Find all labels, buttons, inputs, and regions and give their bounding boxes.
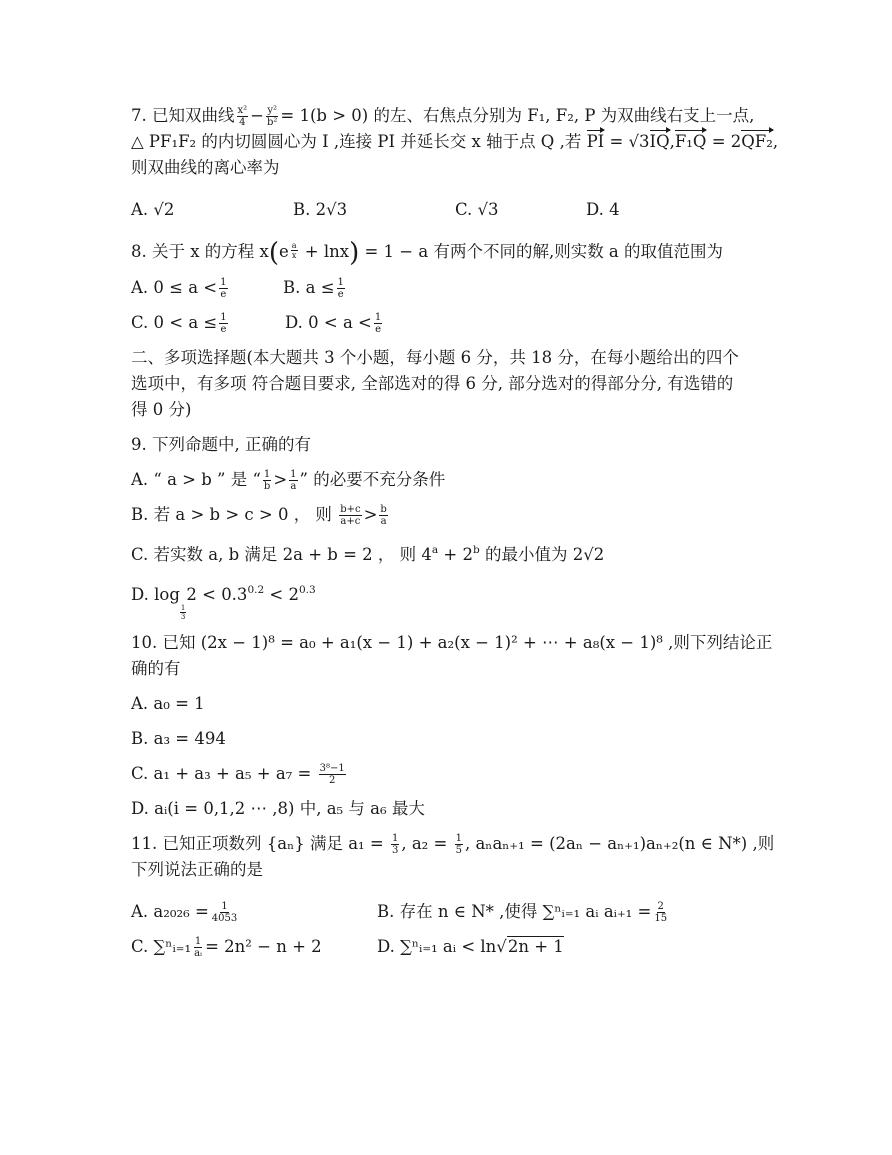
q11-text: , a₂ = <box>401 834 448 853</box>
greater-than: > <box>363 505 378 524</box>
q7-option-d: D. 4 <box>586 200 620 219</box>
option-text: C. 若实数 a, b 满足 2a + b = 2 ， 则 4 <box>131 545 432 564</box>
q11-option-b <box>377 899 670 925</box>
q8-text: e <box>279 242 289 261</box>
numerator: 1 <box>290 469 297 480</box>
superscript: b <box>473 544 480 556</box>
option-text: A. a₂₀₂₆ = <box>131 902 209 921</box>
log-base-fraction <box>180 604 186 621</box>
denominator: e <box>375 324 381 335</box>
q11-text: , aₙaₙ₊₁ = (2aₙ − aₙ₊₁)aₙ₊₂(n ∈ N*) ,则 <box>464 834 775 853</box>
paren-open: ( <box>268 238 279 268</box>
option-text: D. ∑ⁿᵢ₌₁ aᵢ < ln√ <box>377 937 507 956</box>
denominator: 2 <box>328 775 336 786</box>
fraction <box>219 277 227 300</box>
q10-option-c <box>131 761 791 787</box>
q11-stem-line-1 <box>131 831 791 857</box>
denominator: 4 <box>239 117 246 128</box>
fraction <box>379 504 387 527</box>
denominator: aᵢ <box>194 948 203 959</box>
fraction <box>263 469 271 492</box>
q10-option-b: B. a₃ = 494 <box>131 729 226 748</box>
denominator: b² <box>266 117 278 128</box>
numerator: 1 <box>194 936 202 947</box>
option-text: C. 0 < a ≤ <box>131 313 218 332</box>
vector-qf2: QF₂ <box>741 132 773 151</box>
greater-than: > <box>273 470 288 489</box>
denominator: 3 <box>180 613 186 621</box>
paren-close: ) <box>349 238 360 268</box>
q11-options-row-1 <box>131 899 791 925</box>
superscript: a <box>431 544 439 556</box>
q8-option-c <box>131 310 285 336</box>
numerator: 1 <box>221 901 228 912</box>
section-2-heading-line-2: 选项中，有多项 符合题目要求, 全部选对的得 6 分, 部分选对的得部分分, 有选错的 <box>131 374 734 393</box>
option-text: B. a ≤ <box>283 278 335 297</box>
q8-option-a <box>131 275 283 301</box>
q7-options <box>131 197 791 223</box>
fraction <box>319 763 346 786</box>
numerator: x² <box>237 105 248 116</box>
numerator: b+c <box>340 504 361 515</box>
q11-text: 11. 已知正项数列 {aₙ} 满足 a₁ = <box>131 834 384 853</box>
exponent-fraction <box>291 241 298 260</box>
option-text: < 2 <box>264 585 299 604</box>
q7-option-a: A. √2 <box>131 200 175 219</box>
fraction <box>653 901 668 924</box>
denominator: a <box>290 481 297 492</box>
comma: , <box>772 132 779 151</box>
radicand: 2n + 1 <box>507 937 564 956</box>
option-text: 2 < 0.3 <box>186 585 248 604</box>
denominator: e <box>220 324 227 335</box>
q10-option-d: D. aᵢ(i = 0,1,2 ⋯ ,8) 中, a₅ 与 a₆ 最大 <box>131 799 425 818</box>
q7-text: = √3 <box>609 132 650 151</box>
denominator: e <box>220 289 227 300</box>
option-text: B. 存在 n ∈ N* ,使得 ∑ⁿᵢ₌₁ aᵢ aᵢ₊₁ = <box>377 902 652 921</box>
fraction <box>391 833 399 856</box>
q10-stem-line-2: 确的有 <box>131 659 181 678</box>
q10-option-a: A. a₀ = 1 <box>131 694 205 713</box>
vector-iq: IQ <box>649 132 670 151</box>
q9-option-c <box>131 537 791 568</box>
section-2-heading-line-1: 二、多项选择题(本大题共 3 个小题，每小题 6 分，共 18 分，在每小题给出的四个 <box>131 348 739 367</box>
minus-sign: − <box>250 106 264 125</box>
denominator: b <box>263 481 271 492</box>
numerator: 1 <box>337 277 344 288</box>
numerator: 1 <box>455 833 462 844</box>
numerator: 1 <box>374 312 382 323</box>
q11-option-d <box>377 934 564 960</box>
q8-text: + lnx <box>299 242 350 261</box>
numerator: 3⁸−1 <box>319 763 345 774</box>
numerator: b <box>380 504 387 515</box>
comma: , <box>669 132 675 151</box>
denominator: 4053 <box>211 913 238 924</box>
option-text: C. a₁ + a₃ + a₅ + a₇ = <box>131 764 312 783</box>
q7-text: 7. 已知双曲线 <box>131 106 235 125</box>
option-text: A. 0 ≤ a < <box>131 278 218 297</box>
denominator: x <box>291 251 297 260</box>
fraction <box>237 105 249 128</box>
superscript: 0.3 <box>298 584 316 596</box>
denominator: e <box>337 289 344 300</box>
q7-text: = 2 <box>711 132 742 151</box>
numerator: 1 <box>180 604 186 612</box>
numerator: 1 <box>220 312 227 323</box>
q7-line-3: 则双曲线的离心率为 <box>131 158 280 177</box>
q9-stem: 9. 下列命题中, 正确的有 <box>131 435 311 454</box>
fraction <box>266 105 278 128</box>
numerator: 1 <box>263 469 271 480</box>
numerator: 1 <box>220 277 227 288</box>
q8-text: 8. 关于 x 的方程 x <box>131 242 269 261</box>
q9-option-a <box>131 467 791 493</box>
q8-stem <box>131 239 791 266</box>
q7-line-1 <box>131 103 791 129</box>
q10-stem-line-1: 10. 已知 (2x − 1)⁸ = a₀ + a₁(x − 1) + a₂(x − 1)² + ⋯ + a₈(x − 1)⁸ ,则下列结论正 <box>131 633 773 652</box>
q7-option-c: C. √3 <box>455 200 499 219</box>
option-text: ” 的必要不充分条件 <box>299 470 446 489</box>
option-text: C. ∑ⁿᵢ₌₁ <box>131 937 192 956</box>
option-text: = 2n² − n + 2 <box>205 937 322 956</box>
fraction <box>337 277 345 300</box>
q8-text: = 1 − a 有两个不同的解,则实数 a 的取值范围为 <box>359 242 724 261</box>
q11-options-row-2 <box>131 934 791 960</box>
section-2-heading-line-3: 得 0 分) <box>131 400 192 419</box>
exam-page <box>131 103 791 960</box>
q7-text: = 1(b > 0) 的左、右焦点分别为 F₁, F₂, P 为双曲线右支上一点, <box>280 106 755 125</box>
option-text: B. 若 a > b > c > 0 ， 则 <box>131 505 332 524</box>
fraction <box>455 833 463 856</box>
numerator: 2 <box>657 901 664 912</box>
option-text: + 2 <box>438 545 474 564</box>
numerator: a <box>291 241 297 250</box>
denominator: a+c <box>340 516 361 527</box>
q9-option-d <box>131 577 791 621</box>
q8-option-b <box>283 275 347 301</box>
numerator: 1 <box>391 833 399 844</box>
option-text: 的最小值为 2√2 <box>479 545 605 564</box>
vector-pi: PI <box>586 132 605 151</box>
q7-option-b: B. 2√3 <box>293 200 348 219</box>
denominator: 15 <box>654 913 668 924</box>
q11-option-c <box>131 934 377 960</box>
q8-option-d <box>285 310 384 336</box>
fraction <box>289 469 297 492</box>
option-text: D. 0 < a < <box>285 313 372 332</box>
q7-line-2 <box>131 129 791 155</box>
option-text: A. “ a > b ” 是 “ <box>131 470 261 489</box>
superscript: 0.2 <box>247 584 265 596</box>
fraction <box>211 901 238 924</box>
q11-option-a <box>131 899 377 925</box>
q7-text: △ PF₁F₂ 的内切圆圆心为 I ,连接 PI 并延长交 x 轴于点 Q ,若 <box>131 132 582 151</box>
fraction <box>374 312 382 335</box>
q8-options-row-1 <box>131 275 791 301</box>
fraction <box>339 504 361 527</box>
denominator: 3 <box>391 845 399 856</box>
vector-f1q: F₁Q <box>674 132 707 151</box>
q8-options-row-2 <box>131 310 791 336</box>
q11-stem-line-2: 下列说法正确的是 <box>131 860 263 879</box>
option-text: D. log <box>131 585 180 604</box>
fraction <box>193 936 203 959</box>
q9-option-b <box>131 502 791 528</box>
fraction <box>219 312 227 335</box>
numerator: y² <box>267 105 278 116</box>
denominator: a <box>380 516 387 527</box>
denominator: 5 <box>455 845 462 856</box>
